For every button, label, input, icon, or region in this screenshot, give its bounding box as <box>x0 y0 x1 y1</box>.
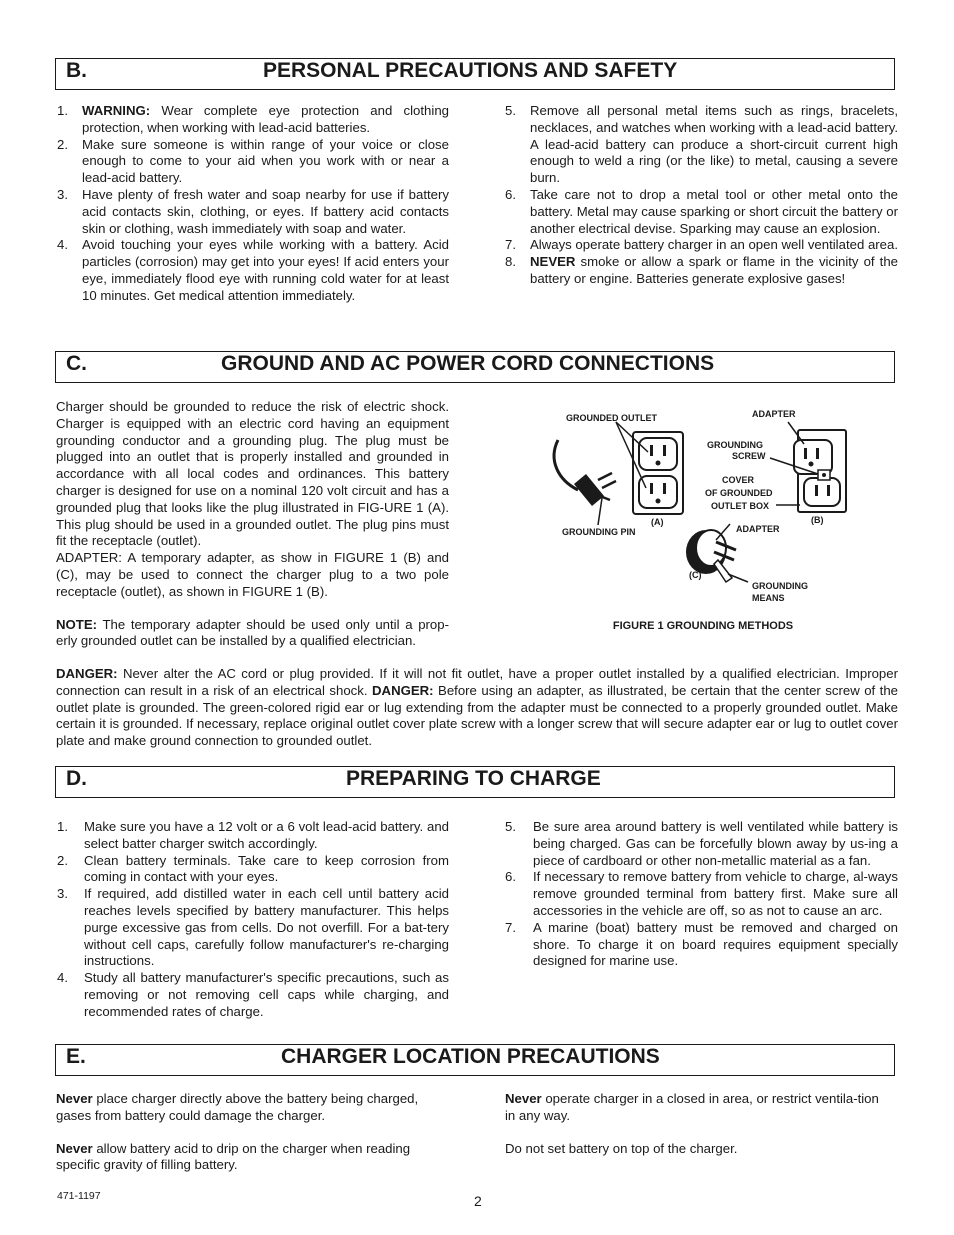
list-item: 4. Study all battery manufacturer's specific precautions, such as removing or not removing cell caps while charging, and recommended rates of charge. <box>57 970 449 1019</box>
list-item: 1. Make sure you have a 12 volt or a 6 volt lead-acid battery. and select batter charger switch accordingly. <box>57 819 449 851</box>
adapter-c-label: ADAPTER <box>736 524 780 534</box>
screw-label: SCREW <box>732 451 766 461</box>
adapter-b-label: ADAPTER <box>752 409 796 419</box>
section-d-left-column <box>57 819 449 1021</box>
list-item: 5. Remove all personal metal items such as rings, bracelets, necklaces, and watches when working with a lead-acid battery. A lead-acid battery can produce a short-circuit current high enough to weld a ring (or the like) to metal, causing a severe burn. <box>505 103 898 186</box>
section-d-letter: D. <box>66 767 87 790</box>
section-e-letter: E. <box>66 1045 86 1068</box>
list-item: 8. NEVER smoke or allow a spark or flame in the vicinity of the battery or engine. Batteries generate explosive gases! <box>505 254 898 286</box>
section-b-letter: B. <box>66 59 87 82</box>
note-paragraph: NOTE: The temporary adapter should be used only until a prop-erly grounded outlet can be installed by a qualified electrician. <box>56 616 449 649</box>
list-item: 3. Have plenty of fresh water and soap nearby for use if battery acid contacts skin, clothing, or eyes. If battery acid contacts skin or clothing, wash immediately with soap and water. <box>57 186 449 236</box>
label-b: (B) <box>811 515 824 525</box>
section-b-title: PERSONAL PRECAUTIONS AND SAFETY <box>263 59 678 82</box>
list-item: 6. If necessary to remove battery from vehicle to charge, al-ways remove grounded terminal from battery first. Make sure all accessories in the vehicle are off, so as not to cause an arc. <box>505 869 898 918</box>
of-grounded-label: OF GROUNDED <box>705 488 773 498</box>
section-e-header <box>55 1044 895 1076</box>
location-precaution-4: Do not set battery on top of the charger. <box>505 1140 738 1156</box>
section-d-right-column <box>505 819 898 970</box>
outlet-box-label: OUTLET BOX <box>711 501 769 511</box>
list-item: 7. Always operate battery charger in an open well ventilated area. <box>505 237 899 253</box>
section-c-header <box>55 351 895 383</box>
adapter-b <box>794 440 832 474</box>
label-a: (A) <box>651 517 664 527</box>
grounding-methods-figure <box>548 400 858 640</box>
cover-label: COVER <box>722 475 755 485</box>
section-e-title: CHARGER LOCATION PRECAUTIONS <box>281 1045 660 1068</box>
section-b-left-column <box>57 103 449 305</box>
label-c: (C) <box>689 570 702 580</box>
section-b-right-column <box>505 103 898 288</box>
location-precaution-1: Never place charger directly above the battery being charged, gases from battery could damage the charger. <box>56 1091 419 1123</box>
grounding-means-label-2: MEANS <box>752 593 785 603</box>
figure-caption: FIGURE 1 GROUNDING METHODS <box>612 620 794 632</box>
list-item: 7. A marine (boat) battery must be removed and charged on shore. To charge it on board requires equipment specially designed for marine use. <box>505 919 898 969</box>
location-precaution-2: Never allow battery acid to drip on the charger when reading specific gravity of filling battery. <box>56 1140 411 1173</box>
section-e-left-column <box>56 1091 448 1174</box>
list-item: 4. Avoid touching your eyes while working with a battery. Acid particles (corrosion) may get into your eyes! If acid enters your eye, immediately flood eye with running cold water for at least 10 minutes. Get medical attention immediately. <box>57 237 449 303</box>
section-c-left-column <box>56 399 449 650</box>
grounding-pin-label: GROUNDING PIN <box>562 527 636 537</box>
grounding-label: GROUNDING <box>707 440 763 450</box>
section-d-header <box>55 766 895 798</box>
section-e-right-column <box>505 1091 890 1157</box>
location-precaution-3: Never operate charger in a closed in area, or restrict ventila-tion in any way. <box>505 1091 879 1123</box>
figure-illustration <box>548 400 858 620</box>
section-c-title: GROUND AND AC POWER CORD CONNECTIONS <box>221 352 715 375</box>
power-cord <box>554 440 578 490</box>
list-item: 2. Clean battery terminals. Take care to keep corrosion from coming in contact with your eyes. <box>57 852 449 885</box>
document-code: 471-1197 <box>57 1190 101 1202</box>
page-number: 2 <box>474 1193 482 1209</box>
list-item: 5. Be sure area around battery is well ventilated while battery is being charged. Gas can be forcefully blown away by us-ing a piece of cardboard or other non-metallic material as a fan. <box>505 819 898 868</box>
grounding-means-label-1: GROUNDING <box>752 581 808 591</box>
list-item: 6. Take care not to drop a metal tool or other metal onto the battery. Metal may cause sparking or short circuit the battery or another electrical devise. Sparking may cause an explosion. <box>505 186 898 236</box>
list-item: 1. WARNING: Wear complete eye protection and clothing protection, when working with lead-acid batteries. <box>57 103 449 135</box>
grounded-outlet-label: GROUNDED OUTLET <box>566 413 657 423</box>
list-item: 2. Make sure someone is within range of your voice or close enough to come to your aid when you work with or near a lead-acid battery. <box>57 136 449 186</box>
grounding-paragraph: Charger should be grounded to reduce the risk of electric shock. Charger is equipped with an electric cord having an equipment grounding conductor and a grounding plug. The plug must be plugged into an outlet that is properly installed and grounded in accordance with all local codes and ordinances. This battery charger is designed for use on a nominal 120 volt circuit and has a grounded plug that looks like the plug illustrated in FIG-URE 1 (A). This plug should be used in a grounded outlet. The plug pins must fit the receptacle (outlet). <box>56 399 449 549</box>
list-item: 3. If required, add distilled water in each cell until battery acid reaches levels specified by battery manufacturer. This helps purge excessive gas from cells. Do not overfill. For a bat-tery without cell caps, carefully follow manufacturer's re-charging instructions. <box>57 886 449 969</box>
section-d-title: PREPARING TO CHARGE <box>346 767 601 790</box>
danger-paragraph: DANGER: Never alter the AC cord or plug provided. If it will not fit outlet, have a proper outlet installed by a qualified electrician. Improper connection can result in a risk of an electrical shock. DANGER: Before using an adapter, as illustrated, be certain that the center screw of the outlet plate is grounded. The green-colored rigid ear or lug extending from the adapter must be connected to a properly grounded outlet. Make certain it is grounded. If necessary, replace original outlet cover plate screw with a longer screw that will secure adapter ear or lug to outlet cover plate and make ground connection to grounded outlet. <box>56 666 899 749</box>
section-b-header <box>55 58 895 90</box>
section-c-letter: C. <box>66 352 87 375</box>
adapter-paragraph: ADAPTER: A temporary adapter, as show in FIGURE 1 (B) and (C), may be used to connect the charger plug to a two pole receptacle (outlet), as shown in FIGURE 1 (B). <box>56 550 449 599</box>
